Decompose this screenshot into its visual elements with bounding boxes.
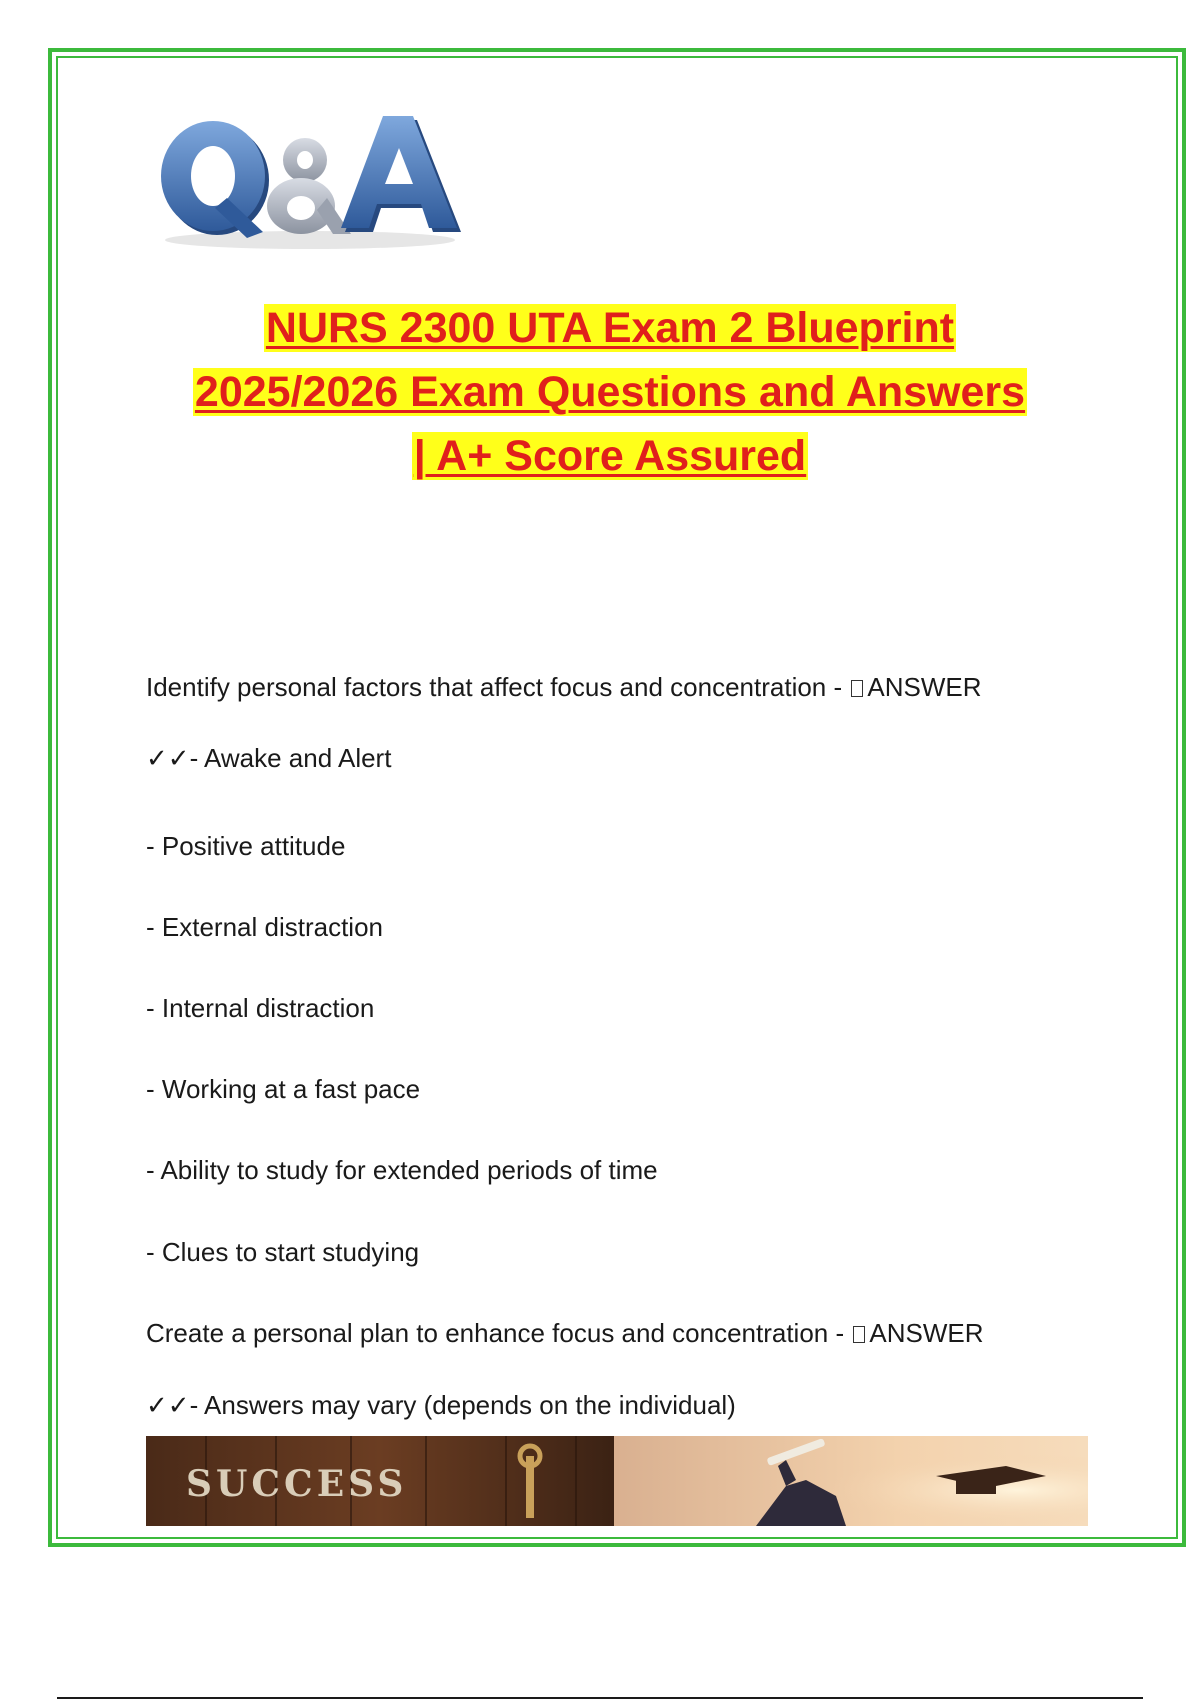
qa-logo bbox=[155, 112, 465, 272]
question-1-text: Identify personal factors that affect focus and concentration - bbox=[146, 672, 843, 702]
success-banner-image bbox=[146, 1436, 1088, 1526]
answer-item: - Internal distraction bbox=[146, 993, 375, 1023]
question-1 bbox=[146, 672, 982, 703]
document-title bbox=[130, 296, 1090, 488]
answer-marker-icon bbox=[851, 680, 863, 697]
question-2 bbox=[146, 1318, 984, 1349]
footer-divider bbox=[57, 1697, 1143, 1699]
answer-item: - Clues to start studying bbox=[146, 1237, 420, 1267]
answer-item: - External distraction bbox=[146, 912, 383, 942]
answer-marker-icon bbox=[853, 1326, 865, 1343]
banner-success-text: SUCCESS bbox=[186, 1463, 408, 1505]
answer-item: - Ability to study for extended periods of time bbox=[146, 1155, 658, 1185]
title-line-1: NURS 2300 UTA Exam 2 Blueprint bbox=[265, 304, 955, 352]
page-border-inner bbox=[56, 56, 1178, 1539]
question-2-text: Create a personal plan to enhance focus and concentration - bbox=[146, 1318, 845, 1348]
answer-item: - Working at a fast pace bbox=[146, 1074, 421, 1104]
answer-2-lead: ✓✓- Answers may vary (depends on the individual) bbox=[146, 1390, 736, 1420]
title-line-2: 2025/2026 Exam Questions and Answers bbox=[194, 368, 1026, 416]
answer-label: ANSWER bbox=[867, 672, 982, 702]
title-line-3: | A+ Score Assured bbox=[413, 432, 807, 480]
answer-1-lead: ✓✓- Awake and Alert bbox=[146, 743, 392, 773]
answer-label: ANSWER bbox=[869, 1318, 984, 1348]
answer-item: - Positive attitude bbox=[146, 831, 346, 861]
